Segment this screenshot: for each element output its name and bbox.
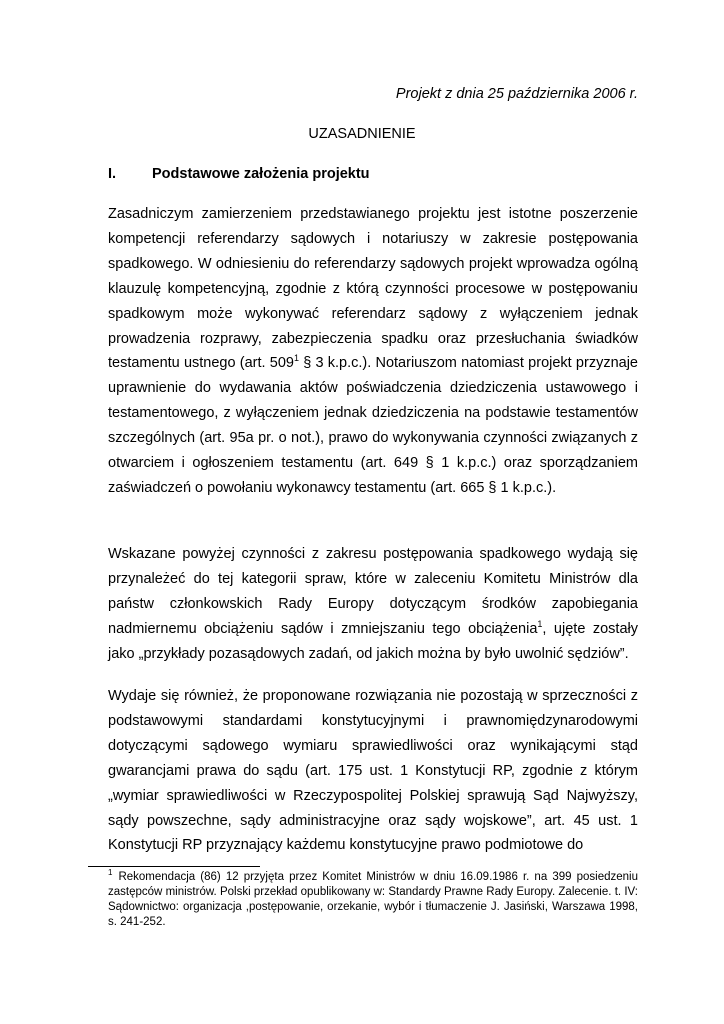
document-date: Projekt z dnia 25 października 2006 r. — [395, 86, 638, 102]
paragraph-2 — [108, 542, 638, 667]
paragraph-2-text-a: Wskazane powyżej czynności z zakresu postępowania spadkowego wydają się przynależeć do tej kategorii spraw, które w zaleceniu Komitetu Ministrów dla państw członkowskich Rady Europy dotyczącym środków zapobiegania nadmiernemu obciążeniu sądów i zmniejszaniu tego obciążenia — [108, 546, 638, 637]
paragraph-2-text-b: , ujęte zostały jako „przykłady pozasądowych zadań, od jakich można by było uwolnić sędziów”. — [108, 620, 638, 662]
section-title: Podstawowe założenia projektu — [152, 166, 370, 182]
paragraph-1 — [108, 202, 638, 501]
document-title: UZASADNIENIE — [308, 126, 416, 142]
footnote-separator — [88, 866, 260, 867]
footnote-mark: 1 — [108, 868, 113, 878]
footnote-text: Rekomendacja (86) 12 przyjęta przez Komitet Ministrów w dniu 16.09.1986 r. na 399 posiedzeniu zastępców ministrów. Polski przekład opublikowany w: Standardy Prawne Rady Europy. Zalecenie. t. IV: Sądownictwo: organizacja ,postępowanie, orzekanie, wybór i tłumaczenie J. Jasiński, Warszawa 1998, s. 241-252. — [108, 871, 638, 928]
paragraph-1-text-a: Zasadniczym zamierzeniem przedstawianego projektu jest istotne poszerzenie kompetencji referendarzy sądowych i notariuszy w zakresie postępowania spadkowego. W odniesieniu do referendarzy sądowych projekt wprowadza ogólną klauzulę kompetencyjną, zgodnie z którą czynności procesowe w postępowaniu spadkowym może wykonywać referendarz sądowy z wyłączeniem jednak prowadzenia rozprawy, zabezpieczenia spadku oraz przesłuchania świadków testamentu ustnego (art. 509 — [108, 206, 638, 372]
section-number: I. — [108, 166, 117, 182]
footnote — [108, 870, 638, 930]
section-heading — [108, 166, 370, 182]
paragraph-1-superscript: 1 — [293, 353, 299, 364]
footnote-reference: 1 — [537, 618, 543, 629]
paragraph-1-text-b: § 3 k.p.c.). Notariuszom natomiast projekt przyznaje uprawnienie do wydawania aktów poświadczenia dziedziczenia ustawowego i testamentowego, z wyłączeniem jednak dziedziczenia na podstawie testamentów szczególnych (art. 95a pr. o not.), prawo do wykonywania czynności związanych z otwarciem i ogłoszeniem testamentu (art. 649 § 1 k.p.c.) oraz sporządzaniem zaświadczeń o powołaniu wykonawcy testamentu (art. 665 § 1 k.p.c.). — [108, 355, 638, 496]
paragraph-3: Wydaje się również, że proponowane rozwiązania nie pozostają w sprzeczności z podstawowymi standardami konstytucyjnymi i prawnomiędzynarodowymi dotyczącymi sądowego wymiaru sprawiedliwości oraz wynikającymi stąd gwarancjami prawa do sądu (art. 175 ust. 1 Konstytucji RP, zgodnie z którym „wymiar sprawiedliwości w Rzeczypospolitej Polskiej sprawują Sąd Najwyższy, sądy powszechne, sądy administracyjne oraz sądy wojskowe”, art. 45 ust. 1 Konstytucji RP przyznający każdemu konstytucyjne prawo podmiotowe do — [108, 688, 638, 854]
